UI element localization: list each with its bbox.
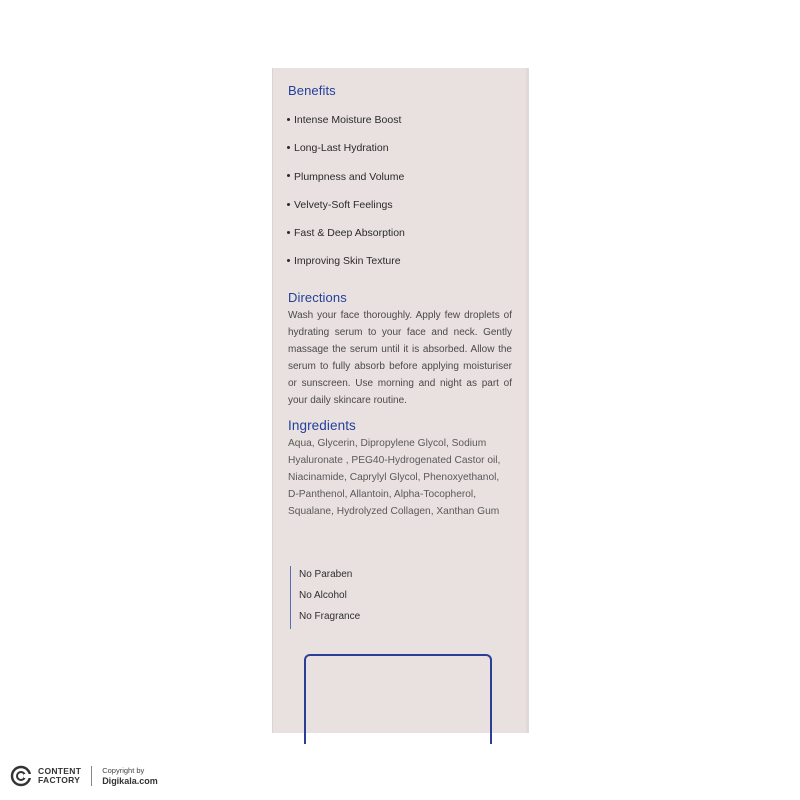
benefit-item: Fast & Deep Absorption [287,227,405,255]
ingredients-text: Aqua, Glycerin, Dipropylene Glycol, Sodium Hyaluronate , PEG40-Hydrogenated Castor oil, Niacinamide, Caprylyl Glycol, Phenoxyethanol, D-Panthenol, Allantoin, Alpha-Tocopherol, Squalane, Hydrolyzed Collagen, Xanthan Gum [288,438,501,517]
benefit-item: Intense Moisture Boost [287,114,405,142]
bullet-icon [287,174,290,177]
copyright-block [102,766,158,786]
content-factory-logo-icon [10,765,32,787]
directions-text: Wash your face thoroughly. Apply few droplets of hydrating serum to your face and neck. Gently massage the serum until it is absorbed. Allow the serum to fully absorb before applying moisturiser or sunscreen. Use morning and night as part of your daily skincare routine. [288,310,512,406]
benefit-item: Plumpness and Volume [287,171,405,199]
directions-heading: Directions [288,290,347,305]
bullet-icon [287,146,290,149]
bullet-icon [287,231,290,234]
benefit-item: Improving Skin Texture [287,255,405,283]
box-window-frame [304,654,492,744]
ingredients-heading: Ingredients [288,418,356,433]
bullet-icon [287,259,290,262]
benefits-list [287,114,405,284]
bullet-icon [287,203,290,206]
claim-item: No Alcohol [299,590,347,601]
content-factory-logo-text: CONTENT FACTORY [38,766,82,785]
copyright-label: Copyright by [102,766,145,775]
bullet-icon [287,118,290,121]
free-from-claims [290,566,419,629]
box-side-edge [526,68,529,733]
footer-divider [91,766,92,786]
watermark-footer [10,764,158,788]
benefit-item: Velvety-Soft Feelings [287,199,405,227]
benefits-heading: Benefits [288,83,336,98]
claim-item: No Fragrance [299,611,361,622]
benefit-item: Long-Last Hydration [287,142,405,170]
claim-item: No Paraben [299,569,353,580]
copyright-site: Digikala.com [102,776,158,786]
